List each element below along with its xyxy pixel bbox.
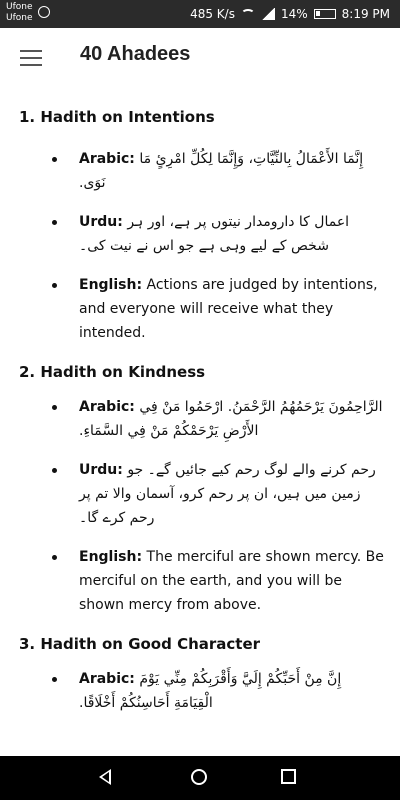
- entry-label: Arabic:: [79, 151, 135, 167]
- list-item: [79, 147, 400, 195]
- clock: 8:19 PM: [341, 7, 390, 21]
- app-title: 40 Ahadees: [80, 43, 191, 65]
- list-item: [79, 667, 400, 715]
- network-speed: 485 K/s: [190, 7, 235, 21]
- section-title: 1. Hadith on Intentions: [19, 108, 215, 126]
- entry-text: إِنَّمَا الأَعْمَالُ بِالنِّيَّاتِ، وَإِنَّمَا لِكُلِّ امْرِئٍ مَا نَوَى.: [79, 151, 364, 191]
- recent-square-icon[interactable]: [281, 769, 296, 784]
- list-item: [79, 210, 400, 258]
- section-good-character: [0, 635, 400, 715]
- back-triangle-icon[interactable]: [99, 769, 111, 785]
- bullet-icon: [52, 283, 57, 288]
- carrier-1: Ufone: [6, 2, 33, 12]
- hamburger-menu-icon[interactable]: [20, 49, 42, 67]
- section-intentions: [0, 108, 400, 345]
- whatsapp-icon: [38, 6, 50, 18]
- section-kindness: [0, 363, 400, 617]
- signal-icon: [261, 8, 275, 20]
- bullet-icon: [52, 555, 57, 560]
- list-item: [79, 395, 400, 443]
- bullet-icon: [52, 677, 57, 682]
- home-circle-icon[interactable]: [191, 769, 207, 785]
- list-item: [79, 458, 400, 530]
- bullet-icon: [52, 405, 57, 410]
- entry-text: إِنَّ مِنْ أَحَبِّكُمْ إِلَيَّ وَأَقْرَبِكُمْ مِنِّي يَوْمَ الْقِيَامَةِ أَحَاسِنُكُمْ أَخْلَاقًا.: [79, 671, 342, 711]
- bullet-icon: [52, 468, 57, 473]
- list-item: [79, 273, 400, 345]
- bullet-icon: [52, 220, 57, 225]
- entry-label: Arabic:: [79, 671, 135, 687]
- status-right: [190, 0, 390, 28]
- entry-text: Actions are judged by intentions, and everyone will receive what they intended.: [79, 277, 378, 341]
- carrier-2: Ufone: [6, 13, 33, 23]
- entry-text: اعمال کا دارومدار نیتوں پر ہے، اور ہر شخص کے لیے وہی ہے جو اس نے نیت کی۔: [79, 214, 350, 254]
- entry-label: English:: [79, 549, 143, 565]
- app-bar: [0, 28, 400, 90]
- entry-label: English:: [79, 277, 143, 293]
- section-title: 2. Hadith on Kindness: [19, 363, 206, 381]
- battery-percent: 14%: [280, 7, 308, 21]
- carrier-info: [6, 2, 33, 24]
- list-item: [79, 545, 400, 617]
- battery-icon: [314, 9, 336, 19]
- entry-label: Arabic:: [79, 399, 135, 415]
- entry-label: Urdu:: [79, 462, 123, 478]
- status-bar: [0, 0, 400, 28]
- bullet-icon: [52, 157, 57, 162]
- section-title: 3. Hadith on Good Character: [19, 635, 261, 653]
- navigation-bar: [0, 756, 400, 800]
- entry-text: الرَّاحِمُونَ يَرْحَمُهُمُ الرَّحْمَنُ. ارْحَمُوا مَنْ فِي الأَرْضِ يَرْحَمْكُمْ مَنْ فِي السَّمَاءِ.: [79, 399, 383, 439]
- wifi-icon: [241, 9, 255, 19]
- hadith-list[interactable]: [0, 90, 400, 756]
- entry-label: Urdu:: [79, 214, 123, 230]
- entry-text: The merciful are shown mercy. Be merciful on the earth, and you will be shown mercy from above.: [79, 549, 384, 613]
- entry-text: رحم کرنے والے لوگ رحم کیے جائیں گے۔ جو زمین میں ہیں، ان پر رحم کرو، آسمان والا تم پر رحم کرے گا۔: [79, 462, 376, 526]
